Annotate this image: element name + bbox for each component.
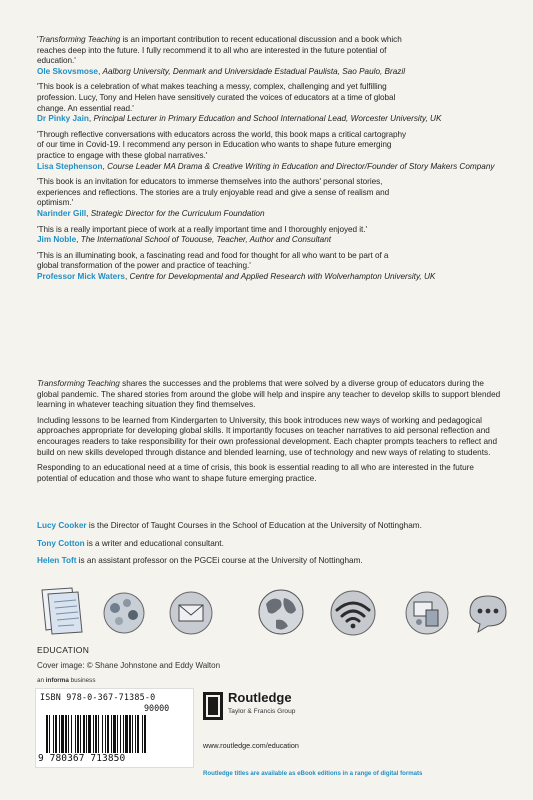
endorser-name: Narinder Gill <box>37 208 87 218</box>
isbn-label: ISBN 978-0-367-71385-0 <box>40 692 156 702</box>
endorsement-4: 'This book is an invitation for educators to immerse themselves into the authors' personal stories, experiences and reflections. The stories are a truly enjoyable read and give a sense of realism and optimism.' Narinder Gill, Strategic Director for the Curriculum Foundation <box>37 177 390 218</box>
publisher-group: Taylor & Francis Group <box>228 708 296 715</box>
barcode-bar <box>86 715 87 753</box>
chat-bubble-icon <box>464 590 512 638</box>
barcode-bar <box>137 715 139 753</box>
barcode-bar <box>93 715 94 753</box>
barcode-bar <box>95 715 97 753</box>
barcode-bar <box>98 715 99 753</box>
description-paragraph: Transforming Teaching shares the successes and the problems that were solved by a diverse group of educators during the global pandemic. The shared stories from around the globe will help and inspire any teacher to develop skills to support blended learning in whatever teaching situation they find themselves. <box>37 379 501 410</box>
barcode-bar <box>132 715 133 753</box>
author-bios <box>37 521 507 574</box>
endorser-name: Jim Noble <box>37 235 77 245</box>
endorser-role: Principal Lecturer in Primary Education and School International Lead, Worcester University, UK <box>93 114 442 124</box>
barcode-bar <box>53 715 54 753</box>
barcode-bar <box>71 715 72 753</box>
ean-number: 9 780367 713850 <box>38 753 126 764</box>
publisher-website: www.routledge.com/education <box>203 741 299 750</box>
barcode-bar <box>125 715 128 753</box>
endorsement-6: 'This is an illuminating book, a fascinating read and food for thought for all who want to be part of a global transformation of the power and practice of teaching.' Professor Mick Waters, Centre for Developmental and Applied Research with Wolverhampton University, UK <box>37 250 436 281</box>
barcode-bar <box>49 715 50 753</box>
barcode-bar <box>83 715 85 753</box>
barcode-bar <box>107 715 109 753</box>
barcode-bar <box>117 715 118 753</box>
documents-icon <box>36 586 88 636</box>
barcode-bar <box>123 715 124 753</box>
routledge-logo-icon <box>203 692 223 720</box>
endorsement-1: 'Transforming Teaching is an important contribution to recent educational discussion and a book which reaches deep into the future. I fully recommend it to all who are interested in the future potential of education.' Ole Skovsmose, Aalborg University, Denmark and Universidade Estadual Paulista, Sao Paulo, Brazil <box>37 35 406 76</box>
illustration-strip <box>28 582 518 642</box>
endorsements <box>37 35 507 287</box>
endorsement-3: 'Through reflective conversations with educators across the world, this book maps a critical cartography of our time in Covid-19. I recommend any person in Education who wants to shape future emerging practice to engage with these global narratives.' Lisa Stephenson, Course Leader MA Drama & Creative Writing in Education and Director/Founder of Story Makers Company <box>37 129 495 171</box>
endorsement-2: 'This book is a celebration of what makes teaching a messy, complex, challenging and yet fulfilling profession. Lucy, Tony and Helen have sensitively curated the voices of educators at a time of global change. An essential read.' Dr Pinky Jain, Principal Lecturer in Primary Education and School International Lead, Worcester University, UK <box>37 82 442 124</box>
author-bio: Tony Cotton is a writer and educational consultant. <box>37 538 224 548</box>
description-paragraph: Including lessons to be learned from Kindergarten to University, this book introduces new ways of working and pedagogical approaches appropriate for developing global skills. It importantly focuses on teacher narratives to aid personal reflection and encourages readers to take responsibility for their own professional development. Each chapter prompts teachers to reflect and build on new skills developed through distance and blended learning, use of technology and new ways of relating to students. <box>37 415 498 457</box>
palette-icon <box>100 590 148 636</box>
barcode-bar <box>144 715 146 753</box>
endorser-role: Centre for Developmental and Applied Research with Wolverhampton University, UK <box>129 271 436 281</box>
endorser-role: Strategic Director for the Curriculum Foundation <box>90 208 265 218</box>
endorser-name: Dr Pinky Jain <box>37 114 89 124</box>
description-paragraph: Responding to an educational need at a time of crisis, this book is essential reading to all who are interested in the future potential of education and those who want to shape future emerging practice. <box>37 463 474 483</box>
email-icon <box>166 588 216 638</box>
endorser-name: Professor Mick Waters <box>37 271 125 281</box>
price-code: 90000 <box>144 703 170 713</box>
informa-business-label: an informa business <box>37 677 96 684</box>
author-bio: Lucy Cooker is the Director of Taught Courses in the School of Education at the University of Nottingham. <box>37 521 422 530</box>
barcode-bar <box>65 715 67 753</box>
barcode-bar <box>68 715 69 753</box>
barcode-bar <box>111 715 112 753</box>
barcode-bar <box>55 715 57 753</box>
barcode-bar <box>46 715 48 753</box>
endorser-role: Aalborg University, Denmark and Universidade Estadual Paulista, Sao Paulo, Brazil <box>102 66 406 76</box>
endorser-name: Lisa Stephenson <box>37 161 103 171</box>
globe-icon <box>254 586 308 638</box>
wifi-icon <box>326 588 380 638</box>
barcode-bars <box>46 715 186 753</box>
publisher-name: Routledge <box>228 690 292 705</box>
endorser-role: Course Leader MA Drama & Creative Writing in Education and Director/Founder of Story Makers Company <box>107 161 495 171</box>
barcode-bar <box>142 715 143 753</box>
endorser-role: The International School of Tououse, Teacher, Author and Consultant <box>80 235 332 245</box>
barcode-bar <box>120 715 121 753</box>
barcode-bar <box>129 715 131 753</box>
barcode-bar <box>61 715 64 753</box>
barcode-bar <box>113 715 116 753</box>
subject-category: EDUCATION <box>37 645 90 655</box>
barcode-bar <box>80 715 81 753</box>
endorsement-5: 'This is a really important piece of work at a really important time and I thoroughly enjoyed it.' Jim Noble, The International School of Tououse, Teacher, Author and Consultant <box>37 224 367 245</box>
barcode-bar <box>102 715 103 753</box>
barcode-bar <box>105 715 106 753</box>
barcode-bar <box>75 715 76 753</box>
cover-image-credit: Cover image: © Shane Johnstone and Eddy Walton <box>37 661 221 670</box>
barcode-bar <box>77 715 79 753</box>
barcode-bar <box>135 715 136 753</box>
ebook-note: Routledge titles are available as eBook editions in a range of digital formats <box>203 770 423 777</box>
barcode-bar <box>59 715 60 753</box>
barcode-bar <box>88 715 91 753</box>
book-description <box>37 379 507 489</box>
endorser-name: Ole Skovsmose <box>37 66 98 76</box>
barcode <box>35 688 194 768</box>
devices-icon <box>402 588 452 638</box>
author-bio: Helen Toft is an assistant professor on the PGCEi course at the University of Nottingham. <box>37 556 363 566</box>
